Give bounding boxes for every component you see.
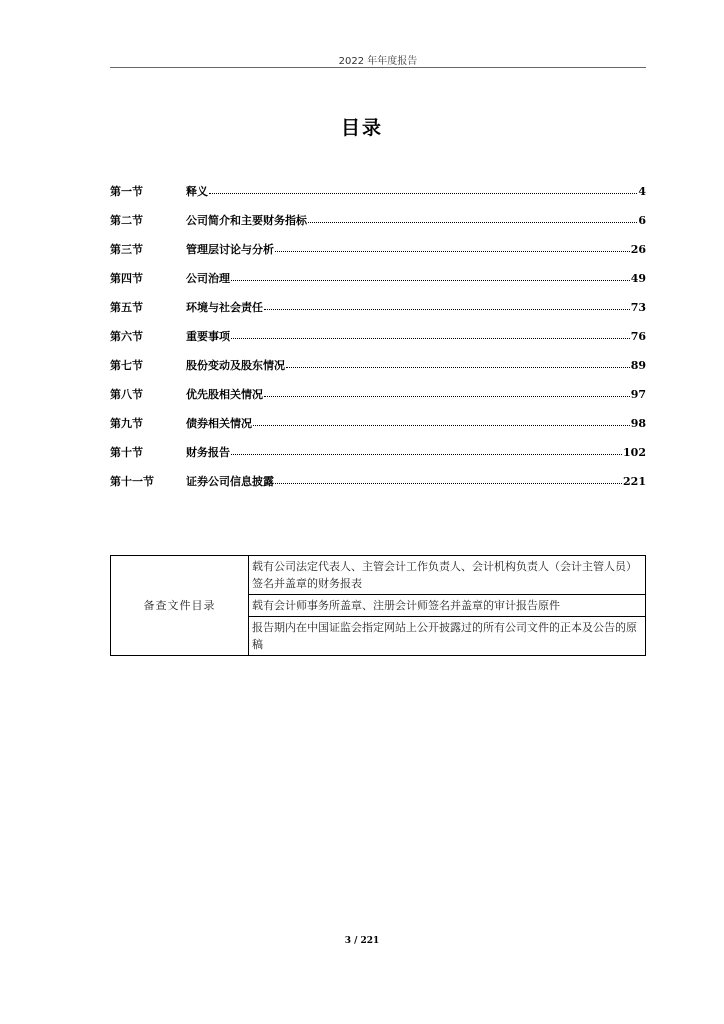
toc-entry-title: 财务报告 [186, 445, 230, 459]
reference-document-item: 载有公司法定代表人、主管会计工作负责人、会计机构负责人（会计主管人员）签名并盖章的财务报表 [249, 556, 646, 595]
toc-leader-dots [308, 222, 637, 223]
toc-page-number: 49 [630, 271, 646, 285]
toc-entry[interactable] [110, 292, 646, 321]
toc-entry-title: 股份变动及股东情况 [186, 358, 285, 372]
toc-entry[interactable] [110, 379, 646, 408]
toc-leader-dots [231, 280, 630, 281]
toc-entry-title: 证券公司信息披露 [186, 474, 274, 488]
toc-section-number: 第七节 [110, 358, 143, 372]
toc-section-number: 第六节 [110, 329, 143, 343]
toc-entry[interactable] [110, 234, 646, 263]
toc-section-number: 第十节 [110, 445, 143, 459]
toc-leader-dots [231, 338, 630, 339]
toc-section-number: 第八节 [110, 387, 143, 401]
toc-section-number: 第十一节 [110, 474, 154, 488]
toc-section-number: 第二节 [110, 213, 143, 227]
toc-entry-title: 公司治理 [186, 271, 230, 285]
toc-page-number: 6 [638, 213, 646, 227]
toc-section-number: 第三节 [110, 242, 143, 256]
toc-section-number: 第四节 [110, 271, 143, 285]
toc-entry-title: 管理层讨论与分析 [186, 242, 274, 256]
toc-entry[interactable] [110, 466, 646, 495]
reference-document-item: 载有会计师事务所盖章、注册会计师签名并盖章的审计报告原件 [249, 595, 646, 617]
toc-entry[interactable] [110, 176, 646, 205]
page-number: 3 / 221 [344, 936, 380, 946]
table-of-contents [110, 176, 646, 495]
toc-page-number: 102 [623, 445, 646, 459]
page-title: 目录 [340, 117, 383, 139]
toc-entry-title: 优先股相关情况 [186, 387, 263, 401]
reference-document-item: 报告期内在中国证监会指定网站上公开披露过的所有公司文件的正本及公告的原稿 [249, 617, 646, 656]
toc-page-number: 221 [623, 474, 646, 488]
page-header: 2022 年年度报告 [338, 56, 418, 67]
toc-entry-title: 环境与社会责任 [186, 300, 263, 314]
toc-page-number: 26 [630, 242, 646, 256]
toc-leader-dots [286, 367, 630, 368]
toc-section-number: 第一节 [110, 184, 143, 198]
toc-leader-dots [275, 483, 622, 484]
header-divider [110, 67, 646, 68]
toc-leader-dots [231, 454, 622, 455]
toc-entry-title: 重要事项 [186, 329, 230, 343]
reference-documents-table [110, 555, 646, 656]
toc-leader-dots [275, 251, 630, 252]
toc-page-number: 76 [630, 329, 646, 343]
toc-entry-title: 释义 [186, 184, 208, 198]
toc-page-number: 98 [630, 416, 646, 430]
toc-entry[interactable] [110, 437, 646, 466]
toc-section-number: 第九节 [110, 416, 143, 430]
toc-page-number: 73 [630, 300, 646, 314]
toc-leader-dots [264, 396, 630, 397]
toc-page-number: 89 [630, 358, 646, 372]
toc-leader-dots [264, 309, 630, 310]
toc-page-number: 4 [638, 184, 646, 198]
toc-entry-title: 债券相关情况 [186, 416, 252, 430]
reference-documents-label: 备查文件目录 [111, 556, 249, 656]
toc-page-number: 97 [630, 387, 646, 401]
toc-entry[interactable] [110, 350, 646, 379]
toc-entry-title: 公司简介和主要财务指标 [186, 213, 307, 227]
toc-section-number: 第五节 [110, 300, 143, 314]
toc-entry[interactable] [110, 321, 646, 350]
toc-entry[interactable] [110, 205, 646, 234]
toc-leader-dots [209, 193, 637, 194]
toc-entry[interactable] [110, 408, 646, 437]
toc-entry[interactable] [110, 263, 646, 292]
toc-leader-dots [253, 425, 630, 426]
